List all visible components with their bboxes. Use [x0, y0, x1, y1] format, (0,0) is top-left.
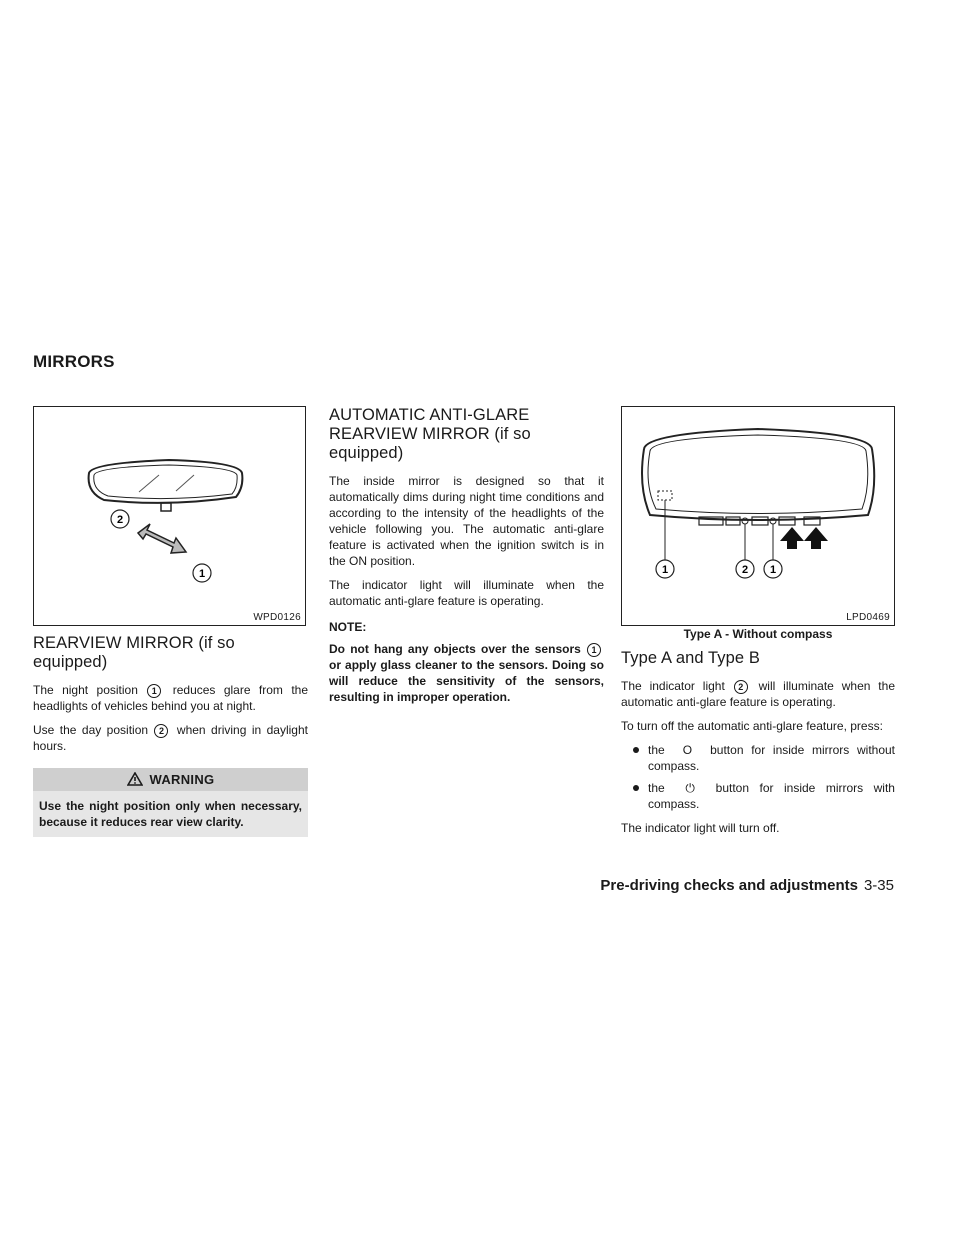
circled-number-2: 2: [734, 680, 748, 694]
page-number: 3-35: [863, 877, 894, 894]
callout-1: 1: [661, 564, 669, 576]
column-type-a-b: [621, 406, 895, 844]
callout-1: 1: [198, 568, 206, 580]
circled-number-1: 1: [147, 684, 161, 698]
callout-1b: 1: [769, 564, 777, 576]
bullet1-post: button for inside mirrors without compass.: [648, 743, 896, 773]
rearview-mirror-illustration: [34, 407, 305, 625]
warning-box: [33, 768, 308, 837]
p2-text-post: when driving in daylight hours.: [33, 723, 308, 753]
callout-2: 2: [116, 514, 124, 526]
anti-glare-paragraph-1: The inside mirror is designed so that it automatically dims during night time conditions and according to the intensity of the headlights of the vehicle following you. The automatic anti-glare feature is activated when the ignition switch is in the ON position.: [329, 474, 604, 568]
column-rearview-mirror: [33, 406, 308, 837]
warning-header: [33, 768, 308, 791]
note-heading: NOTE:: [329, 620, 367, 634]
callout-2: 2: [741, 564, 749, 576]
figure-code: WPD0126: [253, 612, 301, 623]
footer-title: Pre-driving checks and adjustments: [600, 877, 858, 894]
warning-title: WARNING: [149, 772, 215, 787]
page-footer: [600, 877, 894, 894]
warning-triangle-icon: [127, 772, 143, 786]
list-item: [631, 742, 895, 774]
section-title: MIRRORS: [33, 352, 115, 371]
power-icon: ⏻: [685, 781, 695, 795]
button-list: [621, 742, 895, 812]
bullet1-pre: the: [648, 743, 665, 757]
anti-glare-heading: AUTOMATIC ANTI-GLARE REARVIEW MIRROR (if so equipped): [329, 406, 531, 462]
night-position-paragraph: [33, 682, 308, 714]
auto-dimming-mirror-illustration: [622, 407, 894, 625]
circled-number-1: 1: [587, 643, 601, 657]
note-text-post: or apply glass cleaner to the sensors. Doing so will reduce the sensitivity of the sensors, resulting in improper operation.: [329, 658, 604, 704]
p1-text-pre: The night position: [33, 683, 138, 697]
indicator-light-paragraph: [621, 678, 895, 710]
bullet2-post: button for inside mirrors with compass.: [648, 781, 895, 811]
warning-text: Use the night position only when necessary, because it reduces rear view clarity.: [39, 799, 302, 829]
rearview-mirror-heading: REARVIEW MIRROR (if so equipped): [33, 634, 235, 671]
note-text-pre: Do not hang any objects over the sensors: [329, 642, 581, 656]
indicator-off-paragraph: The indicator light will turn off.: [621, 821, 780, 835]
type-a-b-heading: Type A and Type B: [621, 649, 761, 667]
turn-off-paragraph: To turn off the automatic anti-glare feature, press:: [621, 719, 883, 733]
p2-text-pre: Use the day position: [33, 723, 149, 737]
figure-code: LPD0469: [846, 612, 890, 623]
column-anti-glare: [329, 406, 604, 713]
anti-glare-paragraph-2: The indicator light will illuminate when the automatic anti-glare feature is operating.: [329, 578, 604, 608]
bullet2-pre: the: [648, 781, 665, 795]
p1-text-post: reduces glare from the headlights of vehicles behind you at night.: [33, 683, 309, 713]
list-item: [631, 780, 895, 812]
figure-caption: Type A - Without compass: [683, 627, 833, 641]
o-button-glyph: O: [682, 743, 693, 757]
p1-text-post: will illuminate when the automatic anti-glare feature is operating.: [621, 679, 895, 709]
circled-number-2: 2: [154, 724, 168, 738]
day-position-paragraph: [33, 722, 308, 754]
p1-text-pre: The indicator light: [621, 679, 725, 693]
rearview-mirror-figure: [33, 406, 306, 626]
auto-dimming-mirror-figure: [621, 406, 895, 626]
note-text: [329, 641, 604, 705]
